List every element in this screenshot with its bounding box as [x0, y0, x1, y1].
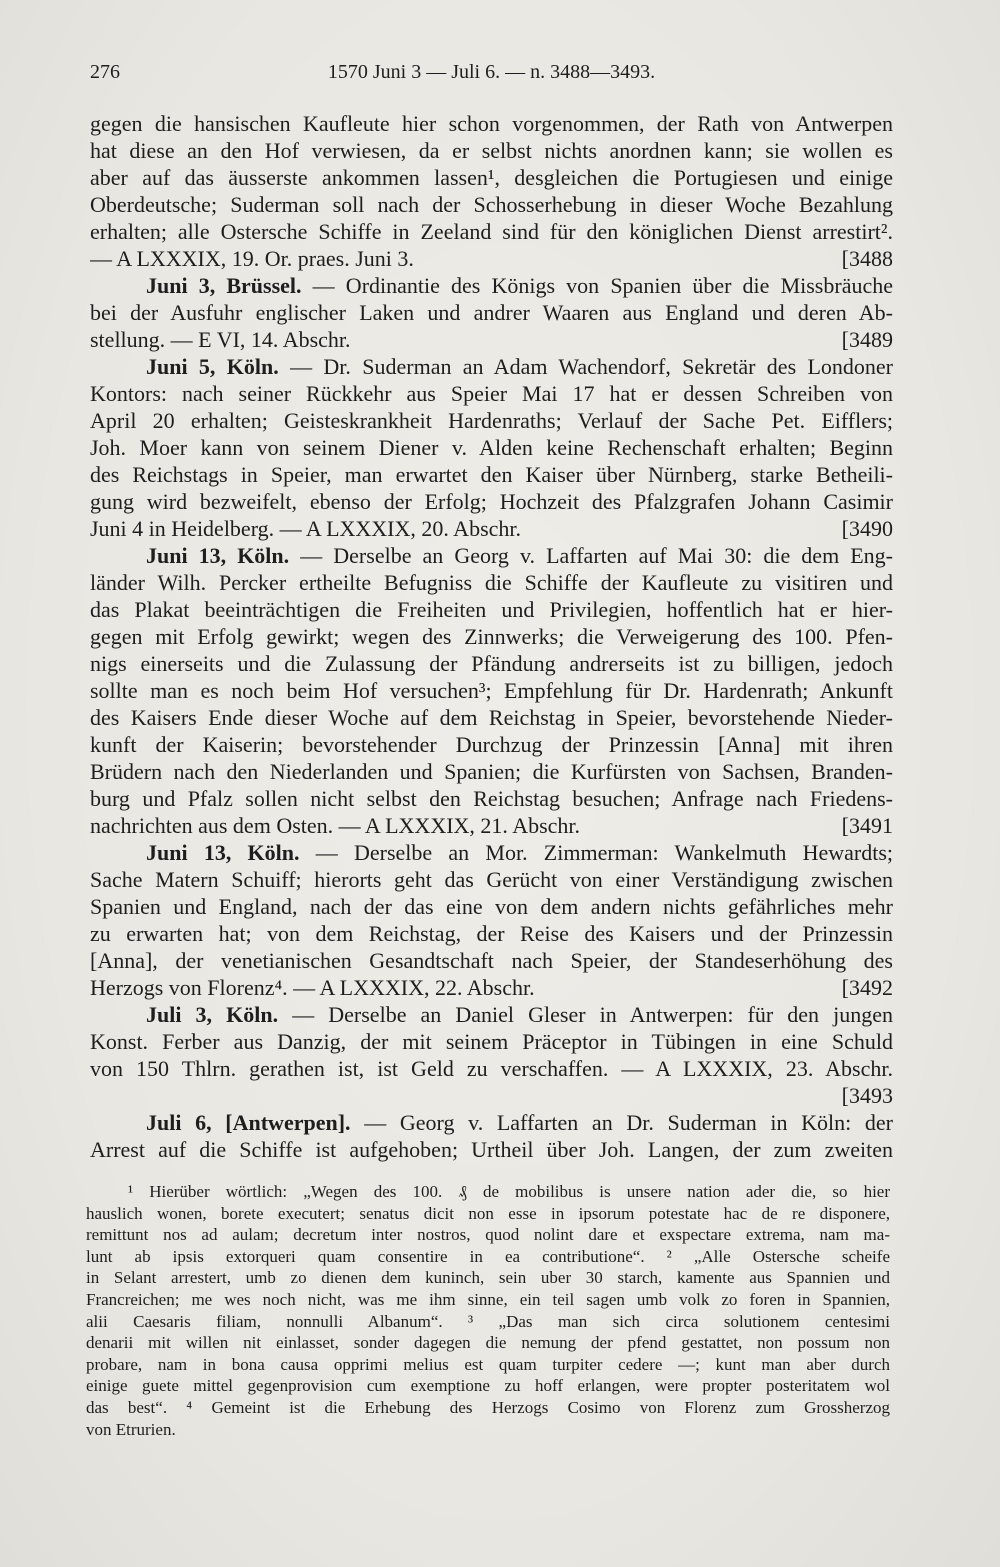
text-line: hat diese an den Hof verwiesen, da er selbst nichts anordnen kann; sie wollen es — [90, 138, 893, 163]
text-line: Sache Matern Schuiff; hierorts geht das Gerücht von einer Verständigung zwischen — [90, 867, 893, 892]
record-number: [3493 — [841, 1083, 893, 1108]
text-line: des Reichstags in Speier, man erwartet den Kaiser über Nürnberg, starke Betheili- — [90, 462, 893, 487]
entry-heading-line — [90, 272, 893, 299]
text-line: bei der Ausfuhr englischer Laken und andrer Waaren aus England und deren Ab- — [90, 300, 893, 325]
entry-summary: — Derselbe an Mor. Zimmerman: Wankelmuth Hewardts; — [315, 840, 893, 865]
entry-end-line — [90, 974, 893, 1001]
entry-date-place: Juni 13, Köln. — [146, 840, 300, 865]
entry-date-place: Juni 13, Köln. — [146, 543, 290, 568]
entry-end-line — [90, 515, 893, 542]
text-line: nigs einerseits und die Zulassung der Pfändung andrerseits ist zu billigen, jedoch — [90, 651, 893, 676]
text-line: Konst. Ferber aus Danzig, der mit seinem Präceptor in Tübingen in eine Schuld — [90, 1029, 893, 1054]
footnote-line: lunt ab ipsis extorqueri quam consentire in ea contributione“. ² „Alle Ostersche scheife — [86, 1246, 890, 1266]
page-number: 276 — [90, 61, 120, 83]
source-citation: — A LXXXIX, 19. Or. praes. Juni 3. — [90, 246, 414, 271]
text-line: Spanien und England, nach der das eine von dem andern nichts gefährliches mehr — [90, 894, 893, 919]
text-line: länder Wilh. Percker ertheilte Befugniss die Schiffe der Kaufleute zu visitiren und — [90, 570, 893, 595]
source-citation: Herzogs von Florenz⁴. — A LXXXIX, 22. Abschr. — [90, 975, 535, 1000]
record-number: [3491 — [841, 813, 893, 838]
text-line: aber auf das äusserste ankommen lassen¹, desgleichen die Portugiesen und einige — [90, 165, 893, 190]
text-line: gung wird bezweifelt, ebenso der Erfolg; Hochzeit des Pfalzgrafen Johann Casimir — [90, 489, 893, 514]
footnote-line: einige guete mittel gegenprovision cum exemptione zu hoff erlangen, were propter posteritatem wol — [86, 1376, 890, 1396]
text-line: des Kaisers Ende dieser Woche auf dem Reichstag in Speier, bevorstehende Nieder- — [90, 705, 893, 730]
entry-heading-line — [90, 542, 893, 569]
source-citation: nachrichten aus dem Osten. — A LXXXIX, 21. Abschr. — [90, 813, 581, 838]
entry-end-line — [90, 326, 893, 353]
register-text — [90, 110, 893, 1163]
entry-date-place: Juni 3, Brüssel. — [146, 273, 302, 298]
entry-end-line — [90, 1082, 893, 1109]
text-line: kunft der Kaiserin; bevorstehender Durchzug der Prinzessin [Anna] mit ihren — [90, 732, 893, 757]
entry-date-place: Juli 6, [Antwerpen]. — [146, 1110, 351, 1135]
text-line: gegen die hansischen Kaufleute hier schon vorgenommen, der Rath von Antwerpen — [90, 111, 893, 136]
footnote-line: in Selant arrestert, umb zo dienen dem kuninch, sein uber 30 starch, kamente aus Spannien und — [86, 1268, 890, 1288]
text-line: burg und Pfalz sollen nicht selbst den Reichstag besuchen; Anfrage nach Friedens- — [90, 786, 893, 811]
text-line: Kontors: nach seiner Rückkehr aus Speier Mai 17 hat er dessen Schreiben von — [90, 381, 893, 406]
record-number: [3489 — [841, 327, 893, 352]
footnote-line: alii Caesaris filiam, nonnulli Albanum“. ³ „Das man sich circa solutionem centesimi — [86, 1311, 890, 1331]
footnote-line: ¹ Hierüber wörtlich: „Wegen des 100. ₰ de mobilibus is unsere nation ader die, so hier — [128, 1182, 890, 1201]
entry-heading-line — [90, 1001, 893, 1028]
text-line: [Anna], der venetianischen Gesandtschaft nach Speier, der Standeserhöhung des — [90, 948, 893, 973]
entry-summary: — Derselbe an Daniel Gleser in Antwerpen: für den jungen — [292, 1002, 893, 1027]
text-line: erhalten; alle Ostersche Schiffe in Zeeland sind für den königlichen Dienst arrestirt². — [90, 219, 893, 244]
source-citation: Juni 4 in Heidelberg. — A LXXXIX, 20. Abschr. — [90, 516, 522, 541]
entry-summary: — Georg v. Laffarten an Dr. Suderman in Köln: der — [364, 1110, 893, 1135]
footnote-line: Francreichen; me wes noch nicht, was me ihm sinne, ein teil sagen umb volk zo foren in Spannien, — [86, 1289, 890, 1309]
text-line: von 150 Thlrn. gerathen ist, ist Geld zu verschaffen. — A LXXXIX, 23. Abschr. — [90, 1056, 893, 1081]
text-line: zu erwarten hat; von dem Reichstag, der Reise des Kaisers und der Prinzessin — [90, 921, 893, 946]
entry-summary: — Derselbe an Georg v. Laffarten auf Mai 30: die dem Eng- — [300, 543, 893, 568]
footnote-line: das best“. ⁴ Gemeint ist die Erhebung des Herzogs Cosimo von Florenz zum Grossherzog — [86, 1397, 890, 1417]
running-header — [90, 58, 893, 86]
entry-end-line — [90, 245, 893, 272]
record-number: [3490 — [841, 516, 893, 541]
running-title: 1570 Juni 3 — Juli 6. — n. 3488—3493. — [327, 61, 656, 83]
text-line: Joh. Moer kann von seinem Diener v. Alden keine Rechenschaft erhalten; Beginn — [90, 435, 893, 460]
entry-heading-line — [90, 1109, 893, 1136]
text-line: das Plakat beeinträchtigen die Freiheiten und Privilegien, hoffentlich hat er hier- — [90, 597, 893, 622]
entry-end-line — [90, 812, 893, 839]
text-line: gegen mit Erfolg gewirkt; wegen des Zinnwerks; die Verweigerung des 100. Pfen- — [90, 624, 893, 649]
entry-date-place: Juli 3, Köln. — [146, 1002, 279, 1027]
entry-summary: — Ordinantie des Königs von Spanien über die Missbräuche — [312, 273, 893, 298]
record-number: [3488 — [841, 246, 893, 271]
text-line: Oberdeutsche; Suderman soll nach der Schosserhebung in dieser Woche Bezahlung — [90, 192, 893, 217]
footnote-line: hauslich wonen, borete executert; senatus dicit non esse in ipsorum potestate hac de re disponere, — [86, 1203, 890, 1223]
footnote-line: remittunt nos ad aulam; decretum inter nostros, quod nolint dare et exspectare extrema, nam ma- — [86, 1225, 890, 1245]
source-citation: stellung. — E VI, 14. Abschr. — [90, 327, 351, 352]
entry-heading-line — [90, 353, 893, 380]
text-line: Arrest auf die Schiffe ist aufgehoben; Urtheil über Joh. Langen, der zum zweiten — [90, 1137, 893, 1162]
text-line: April 20 erhalten; Geisteskrankheit Hardenraths; Verlauf der Sache Pet. Eifflers; — [90, 408, 893, 433]
footnote-line: von Etrurien. — [86, 1419, 176, 1439]
footnote-line: denarii mit willen nit einlasset, sonder dagegen die nemung der pfend gestattet, non possum non — [86, 1333, 890, 1353]
entry-summary: — Dr. Suderman an Adam Wachendorf, Sekretär des Londoner — [290, 354, 893, 379]
text-line: Brüdern nach den Niederlanden und Spanien; die Kurfürsten von Sachsen, Branden- — [90, 759, 893, 784]
entry-heading-line — [90, 839, 893, 866]
record-number: [3492 — [841, 975, 893, 1000]
footnote-line: probare, nam in bona causa opprimi melius est quam turpiter cedere —; kunt man aber durch — [86, 1354, 890, 1374]
footnotes — [86, 1181, 890, 1440]
text-line: sollte man es noch beim Hof versuchen³; Empfehlung für Dr. Hardenrath; Ankunft — [90, 678, 893, 703]
entry-date-place: Juni 5, Köln. — [146, 354, 279, 379]
